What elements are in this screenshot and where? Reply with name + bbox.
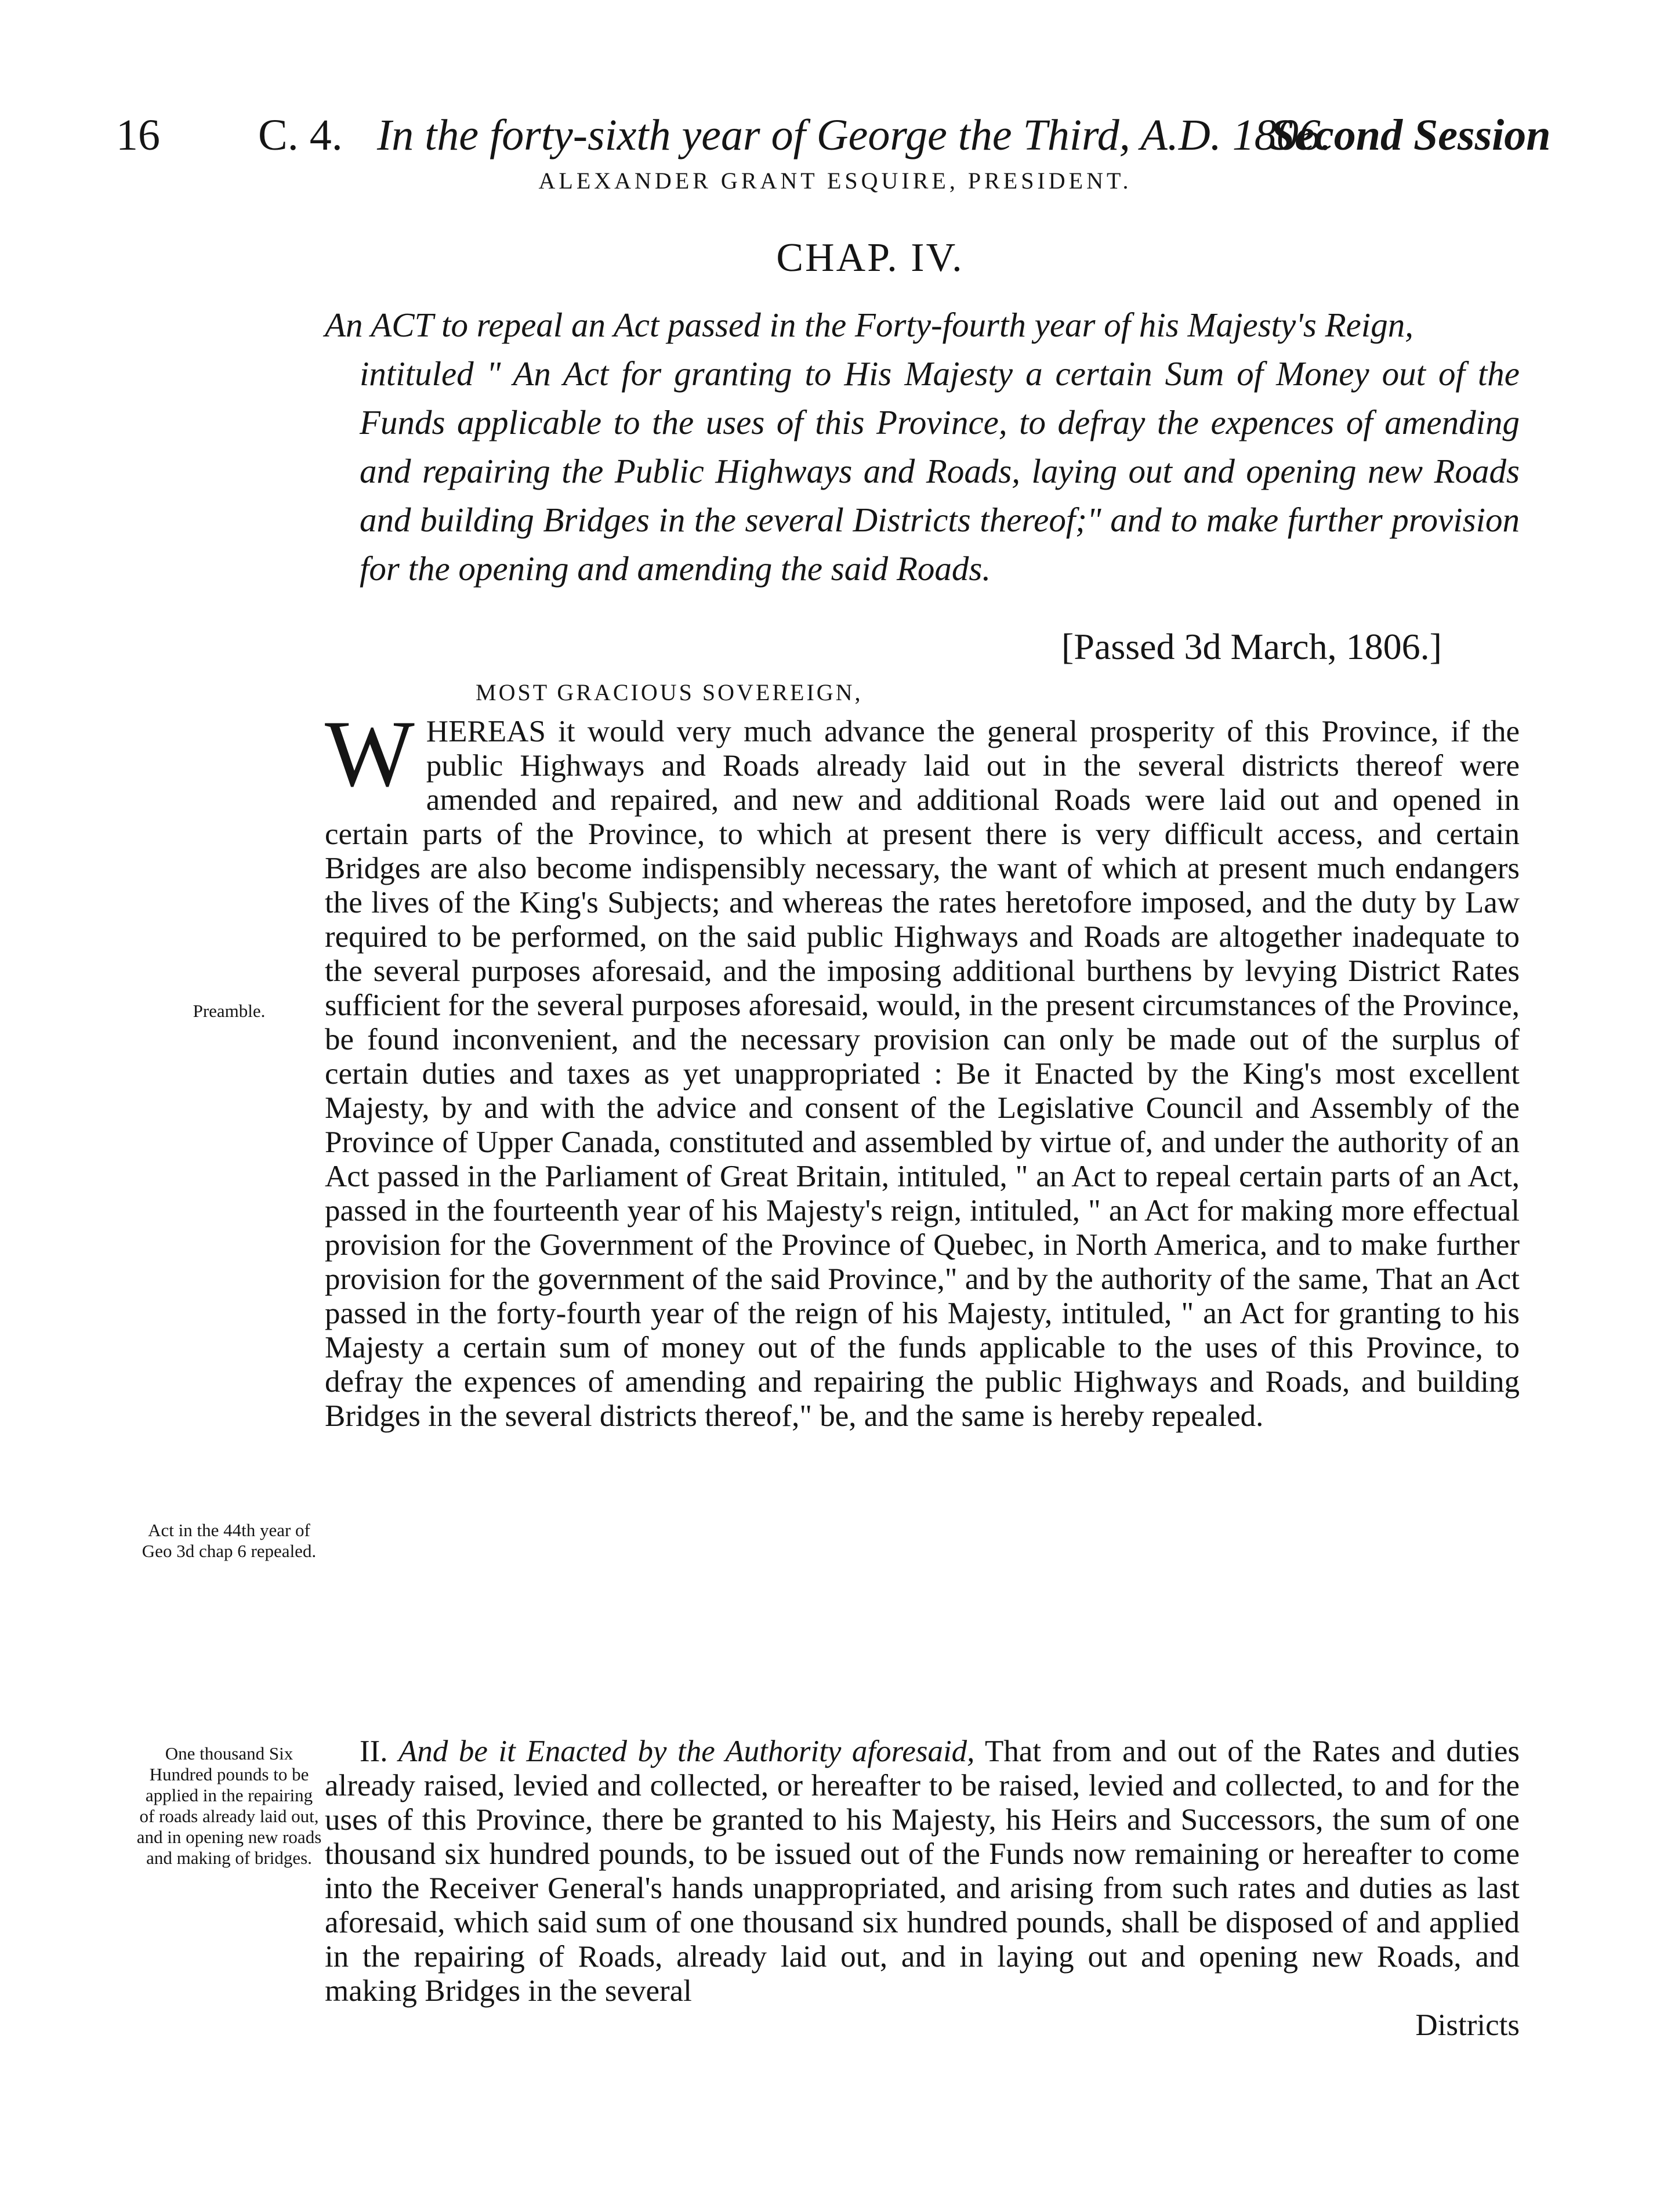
margin-note-preamble: Preamble. [193,1001,266,1021]
section-2-paragraph [325,1735,1520,2043]
chapter-reference: C. 4. [258,111,343,160]
page-number: 16 [116,111,160,160]
chapter-heading: CHAP. IV. [776,236,964,280]
margin-note-repeal: Act in the 44th year of Geo 3d chap 6 repealed. [142,1520,317,1561]
act-title-first-line: An ACT to repeal an Act passed in the Forty-fourth year of his Majesty's Reign, [325,306,1413,344]
section-1-text: HEREAS it would very much advance the general prosperity of this Province, if the public Highways and Roads already laid out in the several districts thereof were amended and repaired, and new and additional Roads were laid out and opened in certain parts of the Province, to which at present there is very difficult access, and certain Bridges are also become indispensibly necessary, the want of which at present much endangers the lives of the King's Subjects; and whereas the rates heretofore imposed, and the duty by Law required to be performed, on the said public Highways and Roads are altogether inadequate to the several purposes aforesaid, and the imposing additional burthens by levying District Rates sufficient for the several purposes aforesaid, would, in the present circumstances of the Province, be found inconvenient, and the necessary provision can only be made out of the surplus of certain duties and taxes as yet unappropriated : Be it Enacted by the King's most excellent Majesty, by and with the advice and consent of the Legislative Council and Assembly of the Province of Upper Canada, constituted and assembled by virtue of, and under the authority of an Act passed in the Parliament of Great Britain, intituled, " an Act to repeal certain parts of an Act, passed in the fourteenth year of his Majesty's reign, intituled, " an Act for making more effectual provision for the Government of the Province of Quebec, in North America, and to make further provision for the government of the said Province," and by the authority of the same, That an Act passed in the forty-fourth year of the reign of his Majesty, intituled, " an Act for granting to his Majesty a certain sum of money out of the funds applicable to the uses of this Province, to defray the expences of amending and repairing the public Highways and Roads, and building Bridges in the several districts thereof," be, and the same is hereby repealed. [325,715,1520,1433]
act-title-rest: intituled " An Act for granting to His Majesty a certain Sum of Money out of the Funds applicable to the uses of this Province, to defray the expences of amending and repairing the Public Highways and Roads, laying out and opening new Roads and building Bridges in the several Districts thereof;" and to make further provision for the opening and amending the said Roads. [360,354,1520,588]
running-header [116,110,1551,162]
reign-title: In the forty-sixth year of George the Third, A.D. 1806. [377,111,1332,160]
enacting-words: And be it Enacted by the Authority aforesaid, [398,1735,975,1768]
session-label: Second Session [1270,111,1551,160]
section-1-paragraph [325,701,1520,1433]
salutation: MOST GRACIOUS SOVEREIGN, [476,679,863,705]
section-number: II. [360,1735,388,1768]
drop-cap: W [325,701,415,806]
act-title [325,301,1520,593]
president-line: ALEXANDER GRANT ESQUIRE, PRESIDENT. [538,168,1132,194]
passed-date: [Passed 3d March, 1806.] [1061,626,1442,667]
section-2-text: That from and out of the Rates and duties already raised, levied and collected, or hereafter to be raised, levied and collected, to and for the uses of this Province, there be granted to his Majesty, his Heirs and Successors, the sum of one thousand six hundred pounds, to be issued out of the Funds now remaining or hereafter to come into the Receiver General's hands unappropriated, and arising from such rates and duties as last aforesaid, which said sum of one thousand six hundred pounds, shall be disposed of and applied in the repairing of Roads, already laid out, and in laying out and opening new Roads, and making Bridges in the several [325,1735,1520,2008]
catchword: Districts [1415,2008,1520,2042]
margin-note-grant: One thousand Six Hundred pounds to be applied in the repairing of roads already laid out, and in opening new roads and making of bridges. [136,1743,322,1868]
